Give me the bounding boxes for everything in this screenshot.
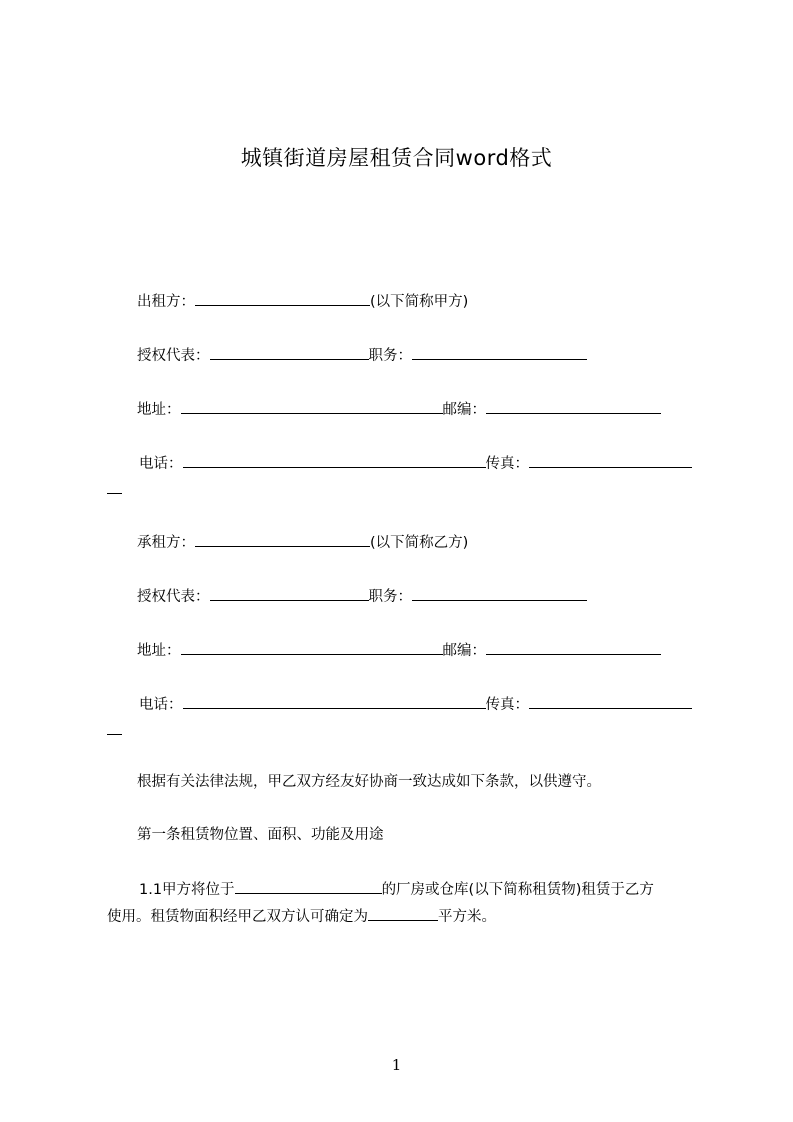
intro-paragraph: 根据有关法律法规，甲乙双方经友好协商一致达成如下条款，以供遵守。 (137, 774, 601, 790)
lessor-address-label: 地址： (137, 402, 181, 418)
lessor-phone-blank[interactable] (183, 453, 486, 468)
lessee-name-label: 承租方： (137, 535, 195, 551)
lessee-name-line (137, 532, 468, 553)
lessee-postcode-blank[interactable] (486, 640, 661, 655)
document-title: 城镇街道房屋租赁合同word格式 (240, 146, 553, 170)
lessee-fax-blank[interactable] (529, 694, 692, 709)
lessor-address-line (137, 399, 661, 420)
lessor-address-blank[interactable] (181, 399, 443, 414)
clause-1-1-text-a: 1.1甲方将位于 (139, 882, 235, 898)
lessee-phone-blank[interactable] (183, 694, 486, 709)
lessee-position-blank[interactable] (412, 586, 587, 601)
lessor-position-label: 职务： (368, 348, 412, 364)
lessee-phone-label: 电话： (139, 697, 183, 713)
lessor-fax-blank-tail[interactable] (107, 479, 122, 494)
lessee-fax-blank-continued (107, 720, 122, 741)
lessor-name-label: 出租方： (137, 294, 195, 310)
lessee-name-blank[interactable] (195, 532, 370, 547)
lessor-phone-line (139, 453, 692, 474)
lessor-name-blank[interactable] (195, 291, 370, 306)
lessor-fax-blank-continued (107, 479, 122, 500)
lessor-position-blank[interactable] (412, 345, 587, 360)
lessee-phone-line (139, 694, 692, 715)
lessee-postcode-label: 邮编： (442, 643, 486, 659)
clause-1-1-text-d: 平方米。 (438, 909, 496, 925)
clause-1-1-line-2 (107, 906, 496, 927)
lessee-fax-label: 传真： (485, 697, 529, 713)
lessor-phone-label: 电话： (139, 456, 183, 472)
lessor-postcode-label: 邮编： (442, 402, 486, 418)
lessee-position-label: 职务： (368, 589, 412, 605)
lessor-name-line (137, 291, 468, 312)
lessor-rep-label: 授权代表： (137, 348, 210, 364)
lessor-fax-blank[interactable] (529, 453, 692, 468)
lessee-name-suffix: (以下简称乙方) (370, 535, 469, 551)
clause-1-1-text-c: 使用。租赁物面积经甲乙双方认可确定为 (107, 909, 368, 925)
lessee-fax-blank-tail[interactable] (107, 720, 122, 735)
area-blank[interactable] (368, 906, 438, 921)
location-blank[interactable] (235, 879, 382, 894)
clause-1-1-text-b: 的厂房或仓库(以下简称租赁物)租赁于乙方 (381, 882, 654, 898)
lessee-address-line (137, 640, 661, 661)
lessee-address-label: 地址： (137, 643, 181, 659)
lessor-rep-blank[interactable] (210, 345, 369, 360)
article-1-heading: 第一条租赁物位置、面积、功能及用途 (137, 827, 384, 843)
lessee-rep-blank[interactable] (210, 586, 369, 601)
clause-1-1-line-1 (139, 879, 654, 900)
lessor-fax-label: 传真： (485, 456, 529, 472)
page-number: 1 (391, 1056, 402, 1074)
lessee-rep-line (137, 586, 587, 607)
lessee-rep-label: 授权代表： (137, 589, 210, 605)
lessee-address-blank[interactable] (181, 640, 443, 655)
lessor-postcode-blank[interactable] (486, 399, 661, 414)
lessor-name-suffix: (以下简称甲方) (370, 294, 469, 310)
lessor-rep-line (137, 345, 587, 366)
